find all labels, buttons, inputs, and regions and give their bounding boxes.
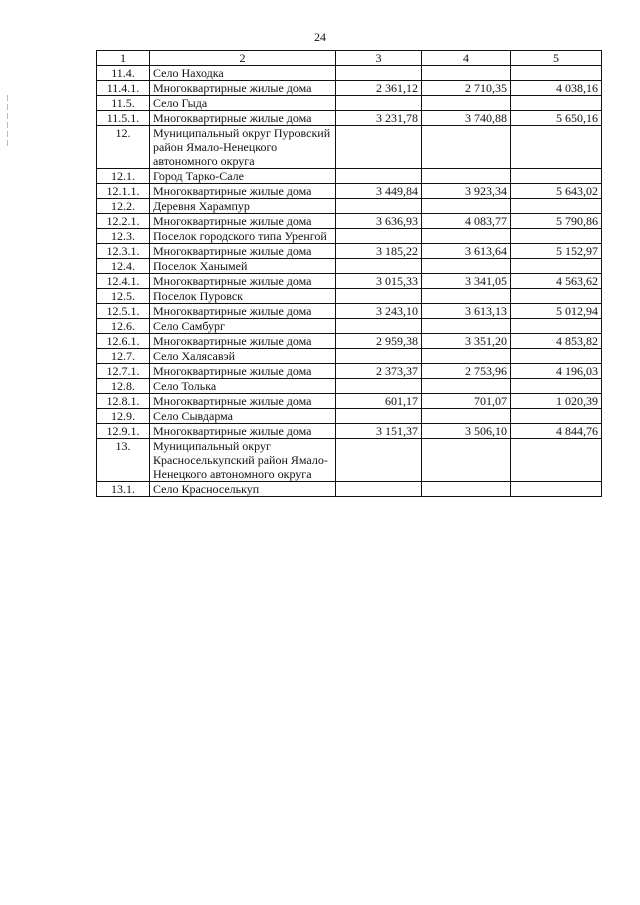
row-number-cell: 11.5. [97,96,150,111]
value-cell-col3 [336,96,422,111]
table-row [97,214,602,229]
value-cell-col3 [336,126,422,169]
row-number-cell: 12.7.1. [97,364,150,379]
table-row [97,81,602,96]
value-cell-col4 [422,96,511,111]
value-cell-col5 [511,379,602,394]
value-cell-col5: 4 196,03 [511,364,602,379]
value-cell-col5 [511,349,602,364]
row-name-cell: Поселок Ханымей [150,259,336,274]
value-cell-col4: 3 506,10 [422,424,511,439]
value-cell-col5: 5 790,86 [511,214,602,229]
value-cell-col4: 3 923,34 [422,184,511,199]
value-cell-col4 [422,482,511,497]
table-row [97,424,602,439]
value-cell-col5: 4 563,62 [511,274,602,289]
value-cell-col3 [336,229,422,244]
table-row [97,111,602,126]
value-cell-col5: 5 643,02 [511,184,602,199]
value-cell-col3 [336,409,422,424]
row-number-cell: 12.2. [97,199,150,214]
value-cell-col4: 3 613,13 [422,304,511,319]
value-cell-col4 [422,289,511,304]
row-number-cell: 11.5.1. [97,111,150,126]
value-cell-col3 [336,66,422,81]
row-number-cell: 12.1. [97,169,150,184]
row-name-cell: Село Халясавэй [150,349,336,364]
value-cell-col4 [422,199,511,214]
row-name-cell: Муниципальный округ Красноселькупский район Ямало-Ненецкого автономного округа [150,439,336,482]
value-cell-col3: 601,17 [336,394,422,409]
row-number-cell: 11.4.1. [97,81,150,96]
value-cell-col3 [336,349,422,364]
value-cell-col4: 3 613,64 [422,244,511,259]
table-header-row [97,51,602,66]
row-number-cell: 12.8. [97,379,150,394]
value-cell-col4 [422,409,511,424]
row-name-cell: Многоквартирные жилые дома [150,424,336,439]
row-number-cell: 12.4. [97,259,150,274]
table-row [97,96,602,111]
table-row [97,229,602,244]
row-name-cell: Многоквартирные жилые дома [150,274,336,289]
table-row [97,409,602,424]
row-number-cell: 12.6.1. [97,334,150,349]
value-cell-col5: 5 152,97 [511,244,602,259]
column-header: 5 [511,51,602,66]
row-number-cell: 12.7. [97,349,150,364]
value-cell-col4 [422,349,511,364]
value-cell-col5: 5 012,94 [511,304,602,319]
value-cell-col3 [336,439,422,482]
value-cell-col5 [511,409,602,424]
table-row [97,244,602,259]
value-cell-col5 [511,229,602,244]
value-cell-col4 [422,439,511,482]
row-name-cell: Многоквартирные жилые дома [150,244,336,259]
column-header: 1 [97,51,150,66]
table-row [97,126,602,169]
row-name-cell: Многоквартирные жилые дома [150,81,336,96]
value-cell-col5 [511,482,602,497]
row-name-cell: Многоквартирные жилые дома [150,394,336,409]
table-row [97,184,602,199]
table-row [97,169,602,184]
row-name-cell: Многоквартирные жилые дома [150,184,336,199]
row-name-cell: Деревня Харампур [150,199,336,214]
value-cell-col3: 3 449,84 [336,184,422,199]
value-cell-col3: 3 636,93 [336,214,422,229]
scan-margin-marks [7,95,8,149]
value-cell-col3: 2 959,38 [336,334,422,349]
table-row [97,349,602,364]
table-row [97,199,602,214]
table-row [97,379,602,394]
value-cell-col5 [511,289,602,304]
row-number-cell: 12.6. [97,319,150,334]
value-cell-col3: 2 361,12 [336,81,422,96]
table-row [97,259,602,274]
value-cell-col3: 3 185,22 [336,244,422,259]
row-name-cell: Село Самбург [150,319,336,334]
row-name-cell: Поселок городского типа Уренгой [150,229,336,244]
row-name-cell: Многоквартирные жилые дома [150,364,336,379]
value-cell-col3: 2 373,37 [336,364,422,379]
value-cell-col4: 3 351,20 [422,334,511,349]
table-row [97,364,602,379]
row-number-cell: 12.5. [97,289,150,304]
row-number-cell: 12. [97,126,150,169]
value-cell-col4 [422,169,511,184]
page-number: 24 [314,30,326,44]
row-number-cell: 11.4. [97,66,150,81]
value-cell-col3 [336,319,422,334]
value-cell-col3 [336,199,422,214]
value-cell-col5: 5 650,16 [511,111,602,126]
value-cell-col4 [422,379,511,394]
row-name-cell: Многоквартирные жилые дома [150,214,336,229]
row-name-cell: Муниципальный округ Пуровский район Ямало-Ненецкого автономного округа [150,126,336,169]
row-name-cell: Село Толька [150,379,336,394]
value-cell-col3 [336,259,422,274]
tariff-table [96,50,602,497]
value-cell-col3 [336,169,422,184]
table-row [97,319,602,334]
value-cell-col5 [511,66,602,81]
column-header: 2 [150,51,336,66]
row-number-cell: 12.5.1. [97,304,150,319]
row-number-cell: 13. [97,439,150,482]
table-row [97,304,602,319]
table-row [97,274,602,289]
value-cell-col4: 2 753,96 [422,364,511,379]
value-cell-col4: 4 083,77 [422,214,511,229]
value-cell-col5 [511,169,602,184]
value-cell-col4: 701,07 [422,394,511,409]
row-name-cell: Село Находка [150,66,336,81]
row-name-cell: Село Сывдарма [150,409,336,424]
value-cell-col4: 2 710,35 [422,81,511,96]
value-cell-col5: 4 853,82 [511,334,602,349]
row-number-cell: 12.8.1. [97,394,150,409]
value-cell-col5 [511,439,602,482]
column-header: 3 [336,51,422,66]
value-cell-col5 [511,126,602,169]
row-number-cell: 12.4.1. [97,274,150,289]
value-cell-col3: 3 015,33 [336,274,422,289]
value-cell-col4 [422,126,511,169]
value-cell-col4: 3 341,05 [422,274,511,289]
value-cell-col5: 1 020,39 [511,394,602,409]
row-number-cell: 12.2.1. [97,214,150,229]
table-row [97,394,602,409]
value-cell-col5: 4 038,16 [511,81,602,96]
value-cell-col4 [422,319,511,334]
column-header: 4 [422,51,511,66]
row-name-cell: Многоквартирные жилые дома [150,334,336,349]
row-number-cell: 12.3. [97,229,150,244]
value-cell-col5 [511,259,602,274]
table-row [97,66,602,81]
row-name-cell: Село Гыда [150,96,336,111]
value-cell-col3: 3 151,37 [336,424,422,439]
row-number-cell: 12.9. [97,409,150,424]
value-cell-col3: 3 231,78 [336,111,422,126]
value-cell-col5: 4 844,76 [511,424,602,439]
value-cell-col3 [336,379,422,394]
row-name-cell: Город Тарко-Сале [150,169,336,184]
row-name-cell: Многоквартирные жилые дома [150,304,336,319]
value-cell-col4: 3 740,88 [422,111,511,126]
row-name-cell: Поселок Пуровск [150,289,336,304]
value-cell-col4 [422,229,511,244]
row-name-cell: Многоквартирные жилые дома [150,111,336,126]
row-number-cell: 12.3.1. [97,244,150,259]
table-row [97,289,602,304]
row-number-cell: 13.1. [97,482,150,497]
value-cell-col5 [511,199,602,214]
value-cell-col5 [511,96,602,111]
value-cell-col3 [336,482,422,497]
table-row [97,334,602,349]
value-cell-col4 [422,259,511,274]
table-row [97,482,602,497]
value-cell-col3: 3 243,10 [336,304,422,319]
row-number-cell: 12.1.1. [97,184,150,199]
row-name-cell: Село Красноселькуп [150,482,336,497]
value-cell-col5 [511,319,602,334]
value-cell-col4 [422,66,511,81]
row-number-cell: 12.9.1. [97,424,150,439]
value-cell-col3 [336,289,422,304]
table-row [97,439,602,482]
